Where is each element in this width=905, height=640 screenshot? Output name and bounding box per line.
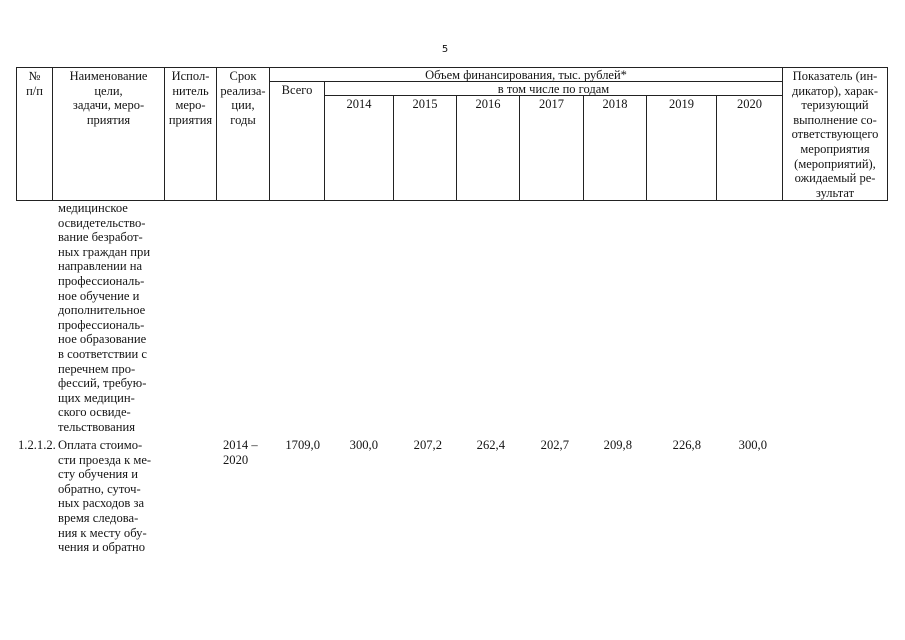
row-value-2017: 202,7 <box>540 438 569 452</box>
header-no: № п/п <box>26 69 43 98</box>
row-value-2018: 209,8 <box>603 438 632 452</box>
header-indicator: Показатель (ин- дикатор), харак- теризующий выполнение со- ответствующего мероприятия (мероприятий), ожидаемый ре- зультат <box>791 69 879 200</box>
row-value-2014: 300,0 <box>349 438 378 452</box>
header-year: 2016 <box>475 97 501 111</box>
row-term: 2014 – 2020 <box>223 438 258 467</box>
header-year: 2014 <box>346 97 372 111</box>
continuation-text: медицинское освидетельство- вание безработ- ных граждан при направлении на профессиональ- ное обучение и дополнительное профессиональ- ное образование в соответствии с перечнем про- фессий, требую- щих медицин- ского освиде- тельствования <box>58 201 151 434</box>
page-number: 5 <box>441 44 449 55</box>
row-value-2019: 226,8 <box>672 438 701 452</box>
row-value-2015: 207,2 <box>413 438 442 452</box>
row-total: 1709,0 <box>285 438 320 452</box>
row-number: 1.2.1.2. <box>18 438 56 452</box>
row-value-2016: 262,4 <box>476 438 505 452</box>
header-by-years: в том числе по годам <box>497 82 610 96</box>
header-year: 2018 <box>602 97 628 111</box>
header-name: Наименование цели, задачи, меро- приятия <box>69 69 148 127</box>
header-year: 2019 <box>669 97 694 111</box>
header-term: Срок реализа- ции, годы <box>220 69 266 127</box>
header-year: 2017 <box>539 97 564 111</box>
col-border <box>887 67 888 201</box>
header-financing-title: Объем финансирования, тыс. рублей* <box>425 68 627 82</box>
header-executor: Испол- нитель меро- приятия <box>168 69 213 127</box>
header-total: Всего <box>281 83 313 97</box>
header-year: 2020 <box>737 97 762 111</box>
header-year: 2015 <box>412 97 438 111</box>
row-value-2020: 300,0 <box>738 438 767 452</box>
row-name: Оплата стоимо- сти проезда к ме- сту обучения и обратно, суточ- ных расходов за время следова- ния к месту обу- чения и обратно <box>58 438 152 555</box>
